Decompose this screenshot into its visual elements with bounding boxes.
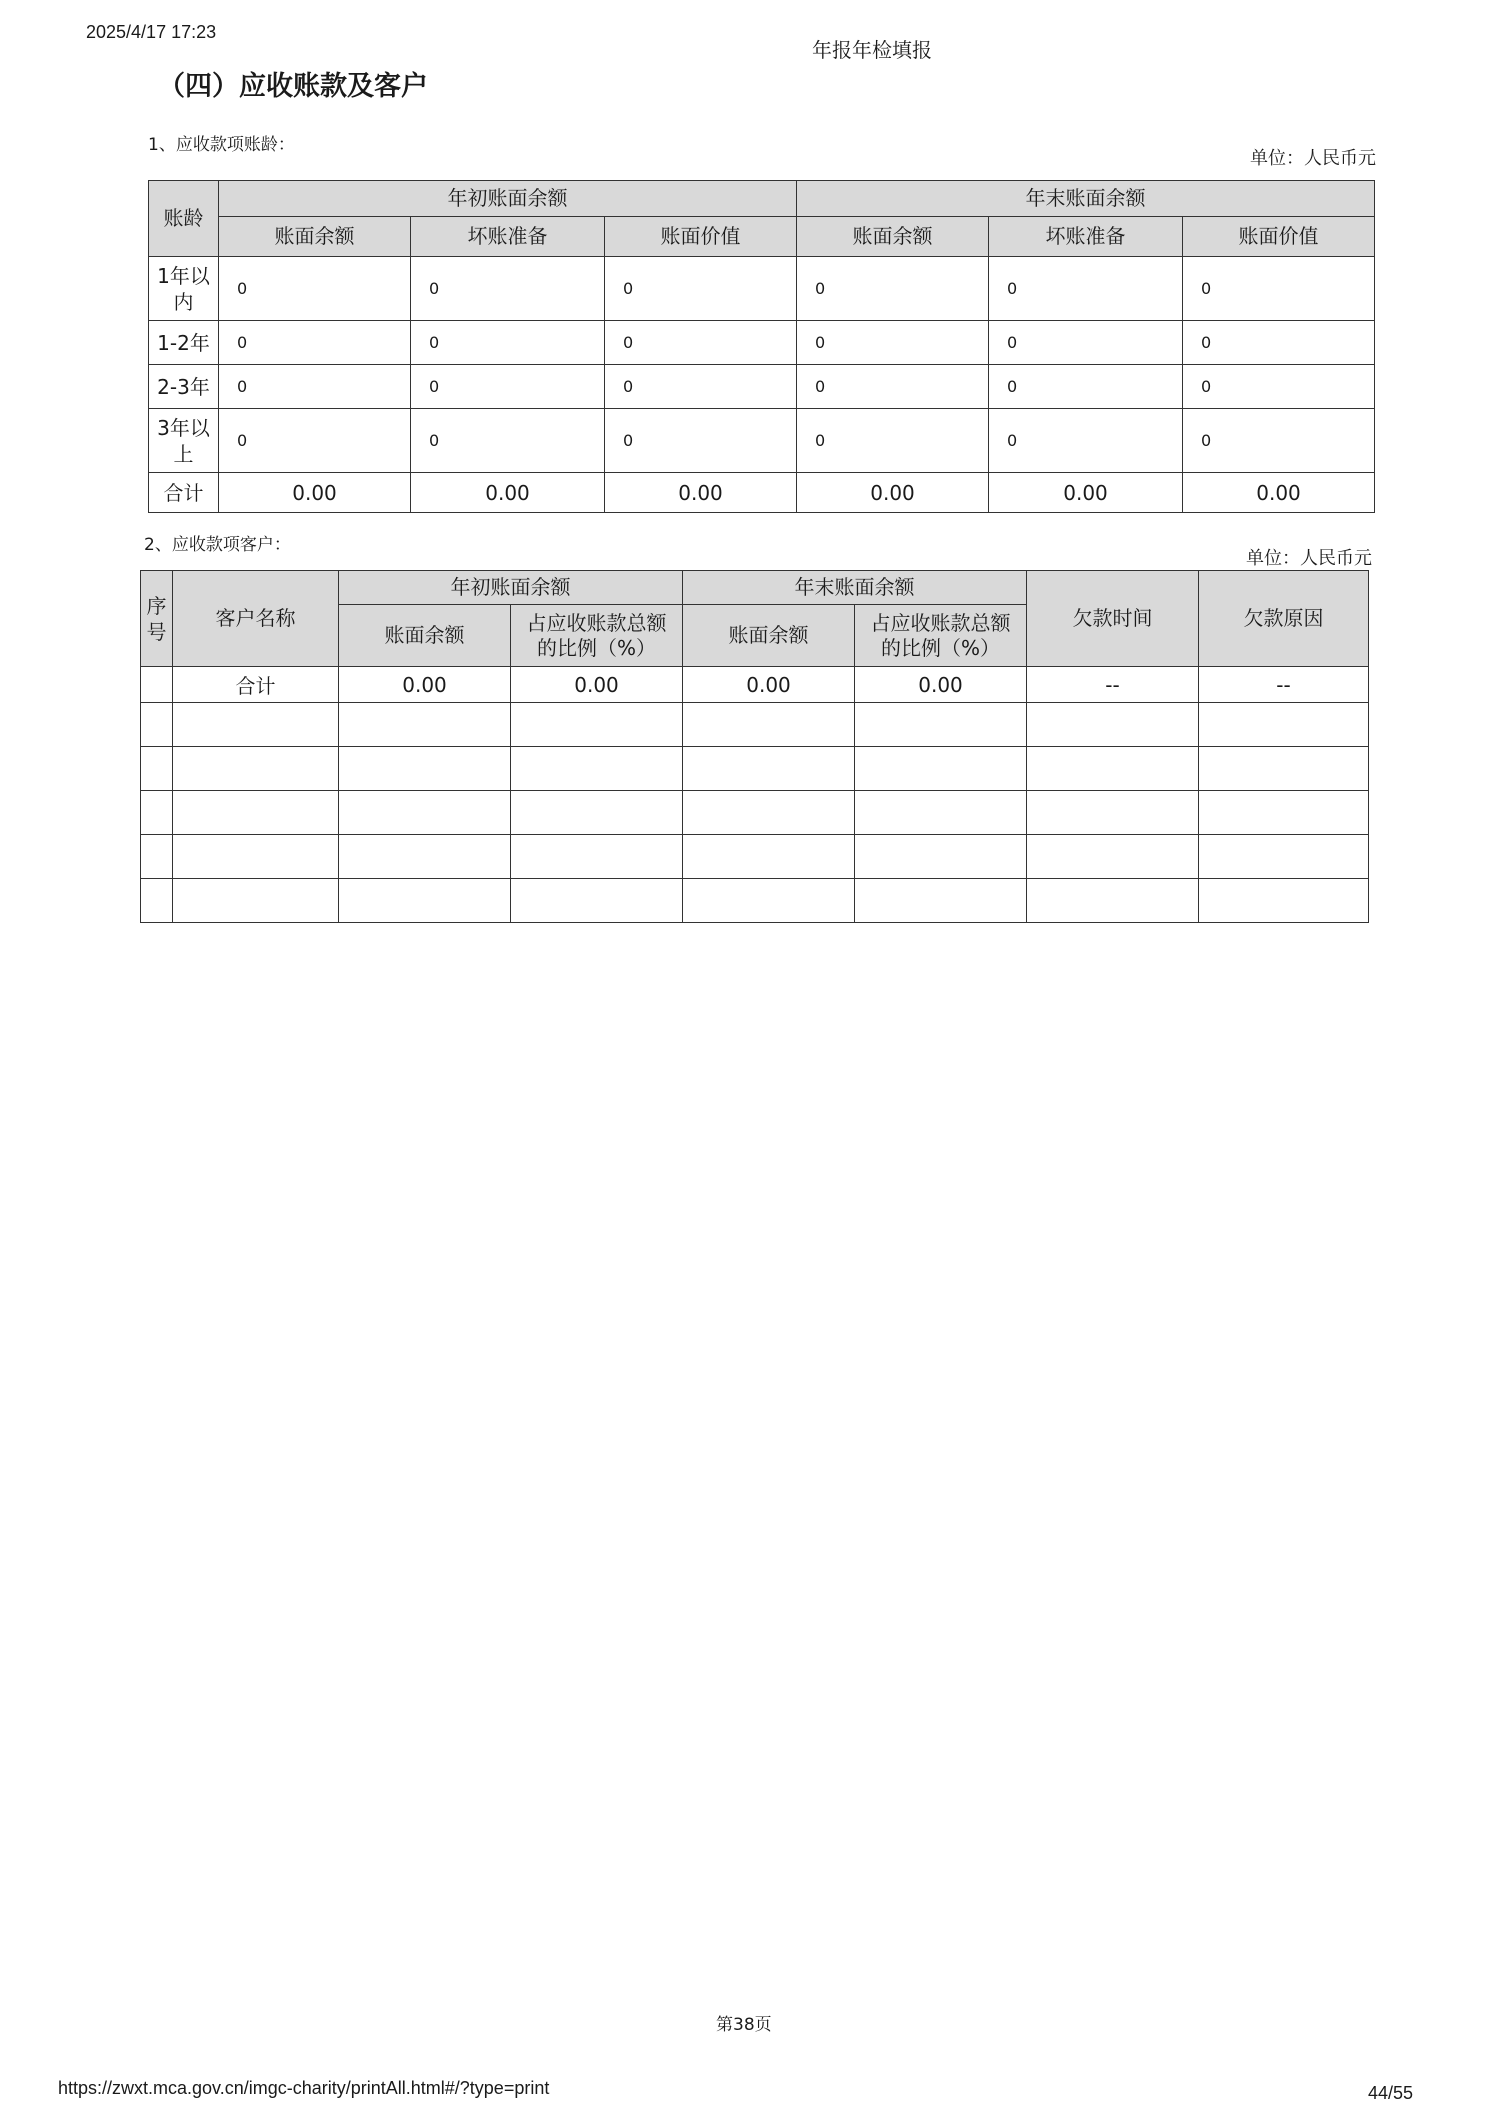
aging-cell: 0 xyxy=(411,409,605,473)
table-cell xyxy=(1199,879,1369,923)
aging-cell: 0 xyxy=(219,321,411,365)
aging-cell: 0 xyxy=(797,321,989,365)
customers-empty-row xyxy=(141,879,1369,923)
table-cell xyxy=(683,835,855,879)
customers-total-cell: 0.00 xyxy=(855,667,1027,703)
aging-cell: 0 xyxy=(411,365,605,409)
aging-group-end: 年末账面余额 xyxy=(797,181,1375,217)
table-cell xyxy=(683,791,855,835)
customers-total-cell: 0.00 xyxy=(339,667,511,703)
table-cell xyxy=(1027,703,1199,747)
customers-col-time: 欠款时间 xyxy=(1027,571,1199,667)
table-cell xyxy=(683,747,855,791)
table-cell xyxy=(339,879,511,923)
customers-col-name: 客户名称 xyxy=(173,571,339,667)
table-cell xyxy=(855,747,1027,791)
aging-cell: 0 xyxy=(411,321,605,365)
customers-col-ratio-end: 占应收账款总额的比例（%） xyxy=(855,605,1027,667)
table-cell xyxy=(339,747,511,791)
table-cell xyxy=(339,835,511,879)
table-cell xyxy=(1027,835,1199,879)
customers-empty-row xyxy=(141,703,1369,747)
table-cell xyxy=(141,747,173,791)
customers-group-end: 年末账面余额 xyxy=(683,571,1027,605)
aging-cell: 0 xyxy=(797,365,989,409)
table-cell xyxy=(511,791,683,835)
customers-total-cell: -- xyxy=(1199,667,1369,703)
aging-cell: 0 xyxy=(605,409,797,473)
aging-total-cell: 0.00 xyxy=(219,473,411,513)
table-cell xyxy=(855,835,1027,879)
customers-col-seq: 序号 xyxy=(141,571,173,667)
aging-table xyxy=(148,180,1375,513)
customers-empty-row xyxy=(141,791,1369,835)
table-cell xyxy=(683,703,855,747)
table-cell xyxy=(173,835,339,879)
aging-cell: 0 xyxy=(219,409,411,473)
table-cell xyxy=(511,747,683,791)
customers-subtitle: 2、应收款项客户： xyxy=(144,535,291,555)
aging-cell: 0 xyxy=(989,409,1183,473)
aging-cell: 0 xyxy=(1183,321,1375,365)
aging-col-header: 账面价值 xyxy=(605,217,797,257)
aging-cell: 0 xyxy=(605,365,797,409)
aging-cell: 0 xyxy=(797,409,989,473)
aging-cell: 0 xyxy=(1183,257,1375,321)
aging-row xyxy=(149,365,1375,409)
table-cell xyxy=(173,791,339,835)
table-cell xyxy=(511,835,683,879)
customers-total-row xyxy=(141,667,1369,703)
aging-group-begin: 年初账面余额 xyxy=(219,181,797,217)
table-cell xyxy=(1199,791,1369,835)
aging-row-label: 1-2年 xyxy=(149,321,219,365)
sheet-count: 44/55 xyxy=(1368,2083,1414,2103)
table-cell xyxy=(855,703,1027,747)
aging-total-cell: 0.00 xyxy=(989,473,1183,513)
aging-total-cell: 0.00 xyxy=(605,473,797,513)
aging-row xyxy=(149,257,1375,321)
aging-cell: 0 xyxy=(989,321,1183,365)
aging-col-header: 坏账准备 xyxy=(411,217,605,257)
aging-cell: 0 xyxy=(219,365,411,409)
table-cell xyxy=(1027,791,1199,835)
aging-cell: 0 xyxy=(1183,365,1375,409)
customers-empty-row xyxy=(141,835,1369,879)
aging-col-header: 坏账准备 xyxy=(989,217,1183,257)
table-cell xyxy=(1027,747,1199,791)
aging-total-cell: 0.00 xyxy=(797,473,989,513)
aging-col-header: 账面价值 xyxy=(1183,217,1375,257)
table-cell xyxy=(855,879,1027,923)
table-cell xyxy=(141,835,173,879)
aging-row-label: 1年以内 xyxy=(149,257,219,321)
table-cell xyxy=(141,791,173,835)
table-cell xyxy=(1199,703,1369,747)
table-cell xyxy=(683,879,855,923)
table-cell xyxy=(173,747,339,791)
table-cell xyxy=(511,703,683,747)
customers-col-balance-end: 账面余额 xyxy=(683,605,855,667)
section-title: （四）应收账款及客户 xyxy=(158,71,428,102)
print-url: https://zwxt.mca.gov.cn/imgc-charity/printAll.html#/?type=print xyxy=(58,2078,550,2098)
table-cell xyxy=(1199,747,1369,791)
aging-cell: 0 xyxy=(411,257,605,321)
customers-group-begin: 年初账面余额 xyxy=(339,571,683,605)
table-cell xyxy=(339,703,511,747)
aging-row-label: 2-3年 xyxy=(149,365,219,409)
customers-table xyxy=(140,570,1369,923)
table-cell xyxy=(141,879,173,923)
customers-col-reason: 欠款原因 xyxy=(1199,571,1369,667)
table-cell xyxy=(511,879,683,923)
aging-cell: 0 xyxy=(797,257,989,321)
aging-row xyxy=(149,409,1375,473)
customers-col-ratio-begin: 占应收账款总额的比例（%） xyxy=(511,605,683,667)
table-cell xyxy=(339,791,511,835)
aging-cell: 0 xyxy=(605,321,797,365)
aging-row xyxy=(149,321,1375,365)
aging-subtitle: 1、应收款项账龄： xyxy=(148,135,295,155)
aging-row-label: 3年以上 xyxy=(149,409,219,473)
customers-total-cell: 0.00 xyxy=(511,667,683,703)
aging-col-header: 账面余额 xyxy=(797,217,989,257)
customers-total-label: 合计 xyxy=(173,667,339,703)
aging-cell: 0 xyxy=(1183,409,1375,473)
customers-total-cell: -- xyxy=(1027,667,1199,703)
customers-total-seq xyxy=(141,667,173,703)
aging-cell: 0 xyxy=(219,257,411,321)
page-number: 第38页 xyxy=(716,2015,772,2035)
customers-empty-row xyxy=(141,747,1369,791)
document-title: 年报年检填报 xyxy=(812,38,932,62)
aging-unit-label: 单位：人民币元 xyxy=(1250,148,1376,169)
aging-cell: 0 xyxy=(605,257,797,321)
aging-total-cell: 0.00 xyxy=(411,473,605,513)
table-cell xyxy=(141,703,173,747)
aging-col-header: 账面余额 xyxy=(219,217,411,257)
aging-cell: 0 xyxy=(989,365,1183,409)
customers-col-balance-begin: 账面余额 xyxy=(339,605,511,667)
aging-row-header: 账龄 xyxy=(149,181,219,257)
customers-total-cell: 0.00 xyxy=(683,667,855,703)
table-cell xyxy=(855,791,1027,835)
aging-total-label: 合计 xyxy=(149,473,219,513)
aging-cell: 0 xyxy=(989,257,1183,321)
table-cell xyxy=(1199,835,1369,879)
table-cell xyxy=(1027,879,1199,923)
aging-total-row xyxy=(149,473,1375,513)
table-cell xyxy=(173,703,339,747)
customers-unit-label: 单位：人民币元 xyxy=(1246,548,1372,569)
aging-total-cell: 0.00 xyxy=(1183,473,1375,513)
table-cell xyxy=(173,879,339,923)
print-timestamp: 2025/4/17 17:23 xyxy=(86,22,217,42)
